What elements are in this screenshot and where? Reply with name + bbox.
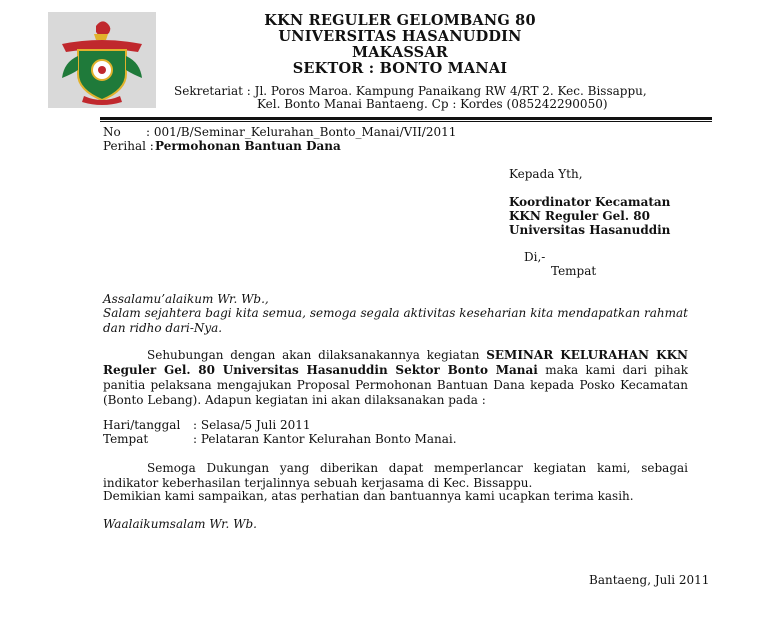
letterhead-divider-thin (100, 121, 712, 122)
opening-salutation: Assalamu’alaikum Wr. Wb., (103, 292, 269, 306)
date-value: : Selasa/5 Juli 2011 (193, 418, 311, 432)
closing-salutation: Waalaikumsalam Wr. Wb. (103, 517, 257, 531)
opening-greeting-text: Salam sejahtera bagi kita semua, semoga segala aktivitas keseharian kita mendapatkan rahmat dan ridho dari-Nya. (103, 306, 688, 335)
paragraph-request-start: Sehubungan dengan akan dilaksanakannya kegiatan (147, 348, 487, 362)
letterhead-address-2: Kel. Bonto Manai Bantaeng. Cp : Kordes (085242290050) (257, 97, 608, 111)
paragraph-thanks: Demikian kami sampaikan, atas perhatian dan bantuannya kami ucapkan terima kasih. (103, 489, 634, 503)
recipient-greeting: Kepada Yth, (509, 167, 583, 181)
paragraph-support: Semoga Dukungan yang diberikan dapat memperlancar kegiatan kami, sebagai indikator keberhasilan terjalinnya sebuah kerjasama di Kec. Bissappu. (103, 461, 688, 490)
paragraph-request (103, 348, 688, 408)
recipient-line-1: Koordinator Kecamatan (509, 195, 671, 209)
letterhead-title-1: KKN REGULER GELOMBANG 80 (264, 12, 536, 29)
number-label: No (103, 125, 121, 139)
letterhead-title-3: MAKASSAR (351, 44, 449, 61)
letterhead-divider-thick (100, 117, 712, 120)
recipient-line-3: Universitas Hasanuddin (509, 223, 671, 237)
university-emblem-icon (48, 12, 156, 108)
subject-label: Perihal : (103, 139, 154, 153)
paragraph-request-event: SEMINAR KELURAHAN KKN Reguler Gel. 80 Universitas Hasanuddin Sektor Bonto Manai (103, 348, 688, 377)
paragraph-request-end: maka kami dari pihak panitia pelaksana mengajukan Proposal Permohonan Bantuan Dana kepada Posko Kecamatan (Bonto Lebang). Adapun kegiatan ini akan dilaksanakan pada : (103, 363, 689, 407)
letterhead-title-2: UNIVERSITAS HASANUDDIN (278, 28, 522, 45)
place-date: Bantaeng, Juli 2011 (589, 573, 710, 587)
recipient-place: Tempat (551, 264, 597, 278)
recipient-line-2: KKN Reguler Gel. 80 (509, 209, 650, 223)
venue-value: : Pelataran Kantor Kelurahan Bonto Manai. (193, 432, 457, 446)
venue-label: Tempat (103, 432, 149, 446)
letterhead-address-1: Sekretariat : Jl. Poros Maroa. Kampung Panaikang RW 4/RT 2. Kec. Bissappu, (174, 84, 647, 98)
number-value: : 001/B/Seminar_Kelurahan_Bonto_Manai/VII/2011 (146, 125, 457, 139)
recipient-di: Di,- (524, 250, 546, 264)
letterhead-title-4: SEKTOR : BONTO MANAI (292, 60, 508, 77)
date-label: Hari/tanggal (103, 418, 181, 432)
university-logo (48, 12, 156, 108)
subject-value: Permohonan Bantuan Dana (155, 139, 341, 153)
